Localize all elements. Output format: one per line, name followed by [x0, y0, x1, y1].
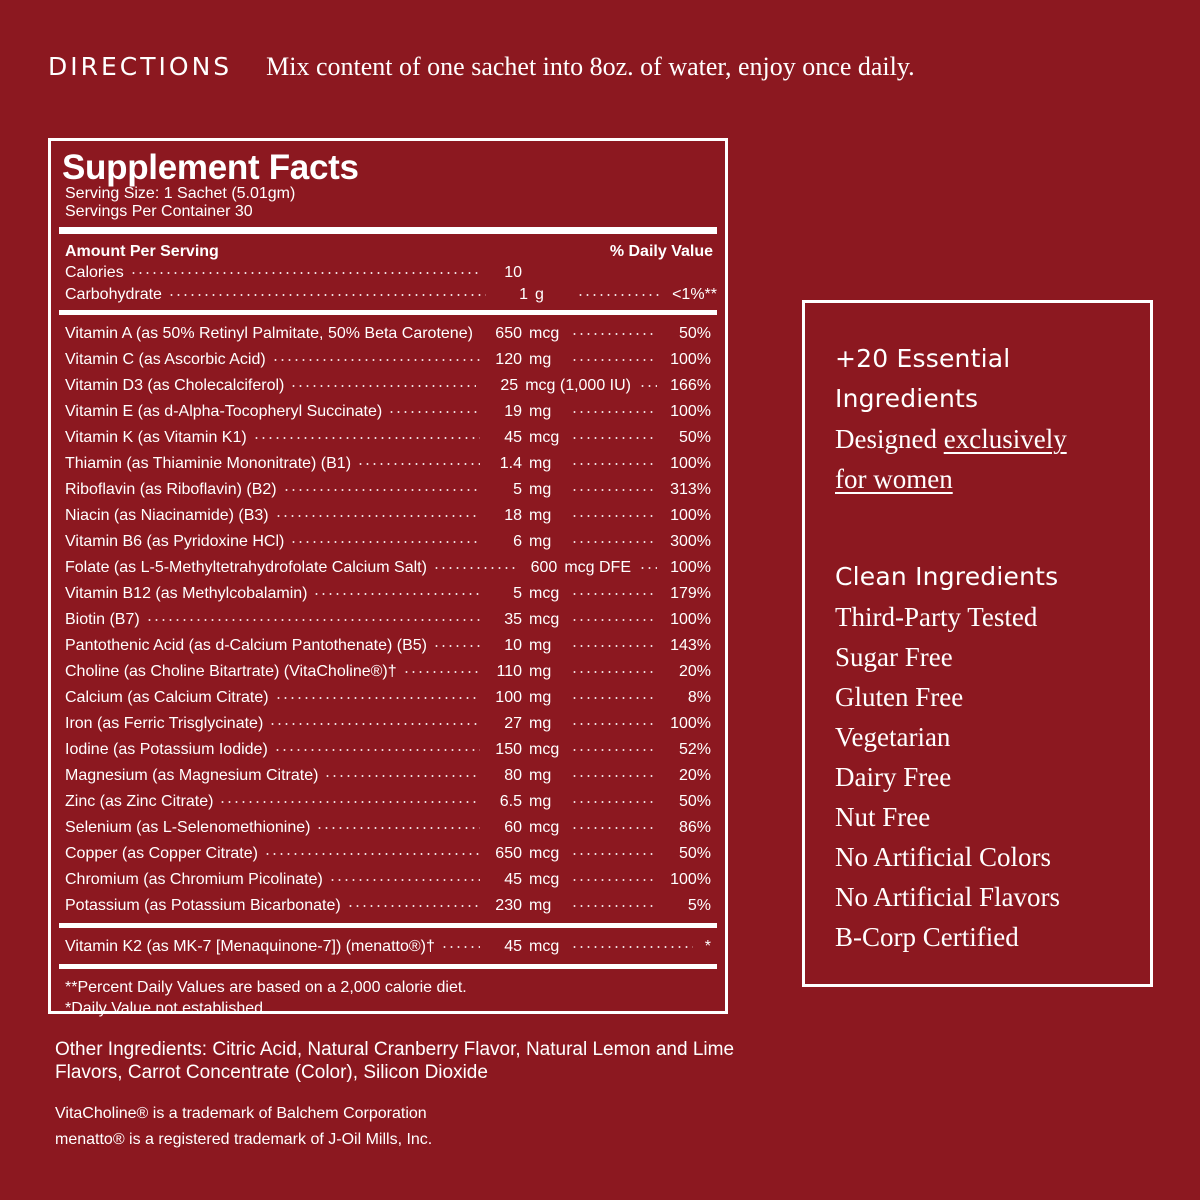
nutrient-row — [59, 685, 717, 711]
nutrient-list — [59, 321, 717, 919]
designed-text — [835, 419, 1150, 499]
leader-dots — [571, 775, 657, 777]
nutrient-dv: 313% — [670, 481, 711, 498]
nutrient-unit: mg — [529, 689, 552, 706]
nutrient-row — [59, 477, 717, 503]
nutrient-name: Vitamin A (as 50% Retinyl Palmitate, 50% Beta Carotene) — [65, 325, 473, 342]
rule-mid — [59, 964, 717, 969]
nutrient-dv: 143% — [670, 637, 711, 654]
nutrient-amount: 27 — [504, 715, 522, 732]
nutrient-unit: mg — [529, 767, 552, 784]
nutrient-row — [59, 373, 717, 399]
nutrient-amount: 650 — [495, 845, 522, 862]
nutrient-amount: 110 — [496, 663, 522, 680]
nutrient-name: Vitamin B12 (as Methylcobalamin) — [65, 585, 308, 602]
nutrient-unit: mg — [529, 481, 552, 498]
leader-dots — [571, 749, 657, 751]
leader-dots — [274, 749, 480, 751]
leader-dots — [388, 411, 480, 413]
nutrient-unit: mcg — [529, 819, 560, 836]
clean-item: Sugar Free — [835, 642, 953, 672]
nutrient-dv: 50% — [678, 325, 711, 342]
nutrient-unit: mg — [529, 793, 552, 810]
nutrient-unit: mcg — [529, 938, 560, 955]
nutrient-row — [59, 841, 717, 867]
leader-dots — [571, 437, 657, 439]
features-card — [802, 300, 1153, 987]
nutrient-unit: mg — [529, 715, 552, 732]
nutrient-amount: 19 — [504, 403, 522, 420]
nutrient-unit: mg — [529, 533, 552, 550]
nutrient-name: Magnesium (as Magnesium Citrate) — [65, 767, 319, 784]
nutrient-row — [59, 321, 717, 347]
nutrient-row — [59, 815, 717, 841]
essential-heading-line2: Ingredients — [835, 384, 979, 413]
nutrient-name: Vitamin B6 (as Pyridoxine HCl) — [65, 533, 285, 550]
nutrient-name: Carbohydrate — [65, 286, 162, 303]
essential-heading-line1: +20 Essential — [835, 344, 1011, 373]
nutrient-name: Chromium (as Chromium Picolinate) — [65, 871, 323, 888]
nutrient-unit: mcg — [529, 741, 560, 758]
nutrient-unit: mg — [529, 637, 552, 654]
amount-header-row — [59, 242, 717, 262]
clean-ingredients-heading: Clean Ingredients — [835, 562, 1059, 591]
nutrient-dv: 20% — [678, 663, 711, 680]
nutrient-unit: mcg — [529, 871, 560, 888]
nutrient-name: Vitamin D3 (as Cholecalciferol) — [65, 377, 285, 394]
for-women-link[interactable]: for women — [835, 464, 953, 494]
footnote-not-established: *Daily Value not established. — [65, 1000, 268, 1017]
servings-per-container: Servings Per Container 30 — [65, 203, 253, 220]
leader-dots — [403, 671, 480, 673]
leader-dots — [571, 801, 657, 803]
nutrient-row — [59, 711, 717, 737]
nutrient-name: Potassium (as Potassium Bicarbonate) — [65, 897, 341, 914]
vitamin-k2-row — [59, 934, 717, 960]
footnotes — [59, 977, 717, 1019]
calories-row — [59, 262, 717, 284]
nutrient-row — [59, 633, 717, 659]
nutrient-row — [59, 763, 717, 789]
leader-dots — [571, 671, 657, 673]
nutrient-amount: 230 — [495, 897, 522, 914]
nutrient-dv: 20% — [678, 767, 711, 784]
leader-dots — [329, 879, 480, 881]
leader-dots — [290, 541, 480, 543]
nutrient-dv: 300% — [670, 533, 711, 550]
nutrient-row — [59, 425, 717, 451]
nutrient-dv: 100% — [670, 559, 711, 576]
nutrient-dv: 100% — [670, 507, 711, 524]
nutrient-unit: mg — [529, 897, 552, 914]
nutrient-amount: 100 — [495, 689, 522, 706]
leader-dots — [347, 905, 480, 907]
leader-dots — [324, 775, 480, 777]
rule-thick — [59, 227, 717, 234]
nutrient-row — [59, 451, 717, 477]
leader-dots — [571, 905, 657, 907]
leader-dots — [275, 697, 480, 699]
designed-prefix: Designed — [835, 424, 944, 454]
nutrient-name: Thiamin (as Thiaminie Mononitrate) (B1) — [65, 455, 352, 472]
leader-dots — [571, 619, 657, 621]
nutrient-amount: 600 — [530, 559, 558, 576]
nutrient-dv: 179% — [670, 585, 711, 602]
clean-item: Gluten Free — [835, 682, 964, 712]
leader-dots — [571, 827, 657, 829]
nutrient-row — [59, 659, 717, 685]
nutrient-unit: mcg DFE — [564, 559, 631, 576]
nutrient-dv: 100% — [670, 455, 711, 472]
directions-text: Mix content of one sachet into 8oz. of water, enjoy once daily. — [266, 52, 915, 81]
leader-dots — [313, 593, 480, 595]
trademarks — [55, 1101, 735, 1153]
nutrient-name: Biotin (B7) — [65, 611, 140, 628]
leader-dots — [219, 801, 480, 803]
daily-value-label: % Daily Value — [609, 243, 713, 260]
leader-dots — [283, 489, 480, 491]
nutrient-name: Calcium (as Calcium Citrate) — [65, 689, 269, 706]
nutrient-dv: 8% — [687, 689, 711, 706]
nutrient-name: Vitamin C (as Ascorbic Acid) — [65, 351, 266, 368]
nutrient-amount: 6.5 — [499, 793, 522, 810]
directions — [48, 52, 1158, 82]
nutrient-name: Copper (as Copper Citrate) — [65, 845, 258, 862]
leader-dots — [146, 619, 480, 621]
leader-dots — [571, 463, 657, 465]
carbohydrate-row — [59, 284, 717, 306]
nutrient-row — [59, 607, 717, 633]
nutrient-amount: 45 — [504, 938, 522, 955]
leader-dots — [571, 541, 657, 543]
clean-item: Nut Free — [835, 802, 931, 832]
nutrient-unit: mg — [529, 351, 552, 368]
leader-dots — [433, 567, 515, 569]
leader-dots — [571, 515, 657, 517]
nutrient-amount: 35 — [504, 611, 522, 628]
nutrient-amount: 5 — [513, 481, 522, 498]
rule-mid — [59, 310, 717, 315]
nutrient-amount: 6 — [513, 533, 522, 550]
nutrient-name: Iron (as Ferric Trisglycinate) — [65, 715, 264, 732]
nutrient-amount: 45 — [504, 871, 522, 888]
leader-dots — [571, 489, 657, 491]
essential-heading — [835, 339, 1150, 419]
leader-dots — [571, 697, 657, 699]
leader-dots — [571, 411, 657, 413]
leader-dots — [479, 333, 480, 335]
nutrient-row — [59, 789, 717, 815]
nutrient-amount: 1 — [519, 286, 528, 303]
nutrient-row — [59, 503, 717, 529]
clean-item: No Artificial Colors — [835, 842, 1051, 872]
nutrient-dv: 52% — [678, 741, 711, 758]
nutrient-amount: 18 — [504, 507, 522, 524]
leader-dots — [571, 879, 657, 881]
leader-dots — [571, 946, 693, 948]
nutrient-row — [59, 347, 717, 373]
nutrient-row — [59, 581, 717, 607]
nutrient-dv: 50% — [678, 793, 711, 810]
nutrient-dv: 86% — [678, 819, 711, 836]
leader-dots — [168, 294, 486, 296]
nutrient-name: Iodine (as Potassium Iodide) — [65, 741, 268, 758]
clean-ingredients-list — [835, 597, 1150, 957]
nutrient-name: Selenium (as L-Selenomethionine) — [65, 819, 311, 836]
nutrient-row — [59, 737, 717, 763]
leader-dots — [577, 294, 663, 296]
leader-dots — [441, 946, 480, 948]
leader-dots — [275, 515, 480, 517]
nutrient-dv: <1%** — [672, 286, 717, 303]
nutrient-dv: 100% — [670, 611, 711, 628]
nutrient-unit: mg — [529, 455, 552, 472]
trademark-vitacholine: VitaCholine® is a trademark of Balchem Corporation — [55, 1105, 427, 1122]
leader-dots — [571, 723, 657, 725]
nutrient-unit: mg — [529, 507, 552, 524]
serving-size: Serving Size: 1 Sachet (5.01gm) — [65, 185, 296, 202]
leader-dots — [639, 567, 657, 569]
leader-dots — [316, 827, 480, 829]
footnote-daily-values: **Percent Daily Values are based on a 2,000 calorie diet. — [65, 979, 467, 996]
amount-per-serving-label: Amount Per Serving — [65, 243, 219, 260]
supplement-facts-panel — [48, 138, 728, 1017]
nutrient-name: Folate (as L-5-Methyltetrahydrofolate Calcium Salt) — [65, 559, 427, 576]
exclusively-link[interactable]: exclusively — [943, 424, 1067, 454]
nutrient-unit: mcg — [529, 611, 560, 628]
clean-item: Third-Party Tested — [835, 602, 1038, 632]
leader-dots — [264, 853, 480, 855]
trademark-menatto: menatto® is a registered trademark of J-Oil Mills, Inc. — [55, 1131, 433, 1148]
nutrient-dv: 166% — [670, 377, 711, 394]
nutrient-name: Niacin (as Niacinamide) (B3) — [65, 507, 269, 524]
nutrient-name: Choline (as Choline Bitartrate) (VitaCholine®)† — [65, 663, 397, 680]
nutrient-dv: 100% — [670, 715, 711, 732]
leader-dots — [571, 359, 657, 361]
nutrient-name: Calories — [65, 264, 124, 281]
clean-item: B-Corp Certified — [835, 922, 1019, 952]
clean-item: No Artificial Flavors — [835, 882, 1060, 912]
nutrient-name: Vitamin K (as Vitamin K1) — [65, 429, 247, 446]
nutrient-unit: g — [535, 286, 544, 303]
nutrient-unit: mcg — [529, 845, 560, 862]
clean-item: Dairy Free — [835, 762, 952, 792]
leader-dots — [272, 359, 480, 361]
nutrient-amount: 60 — [504, 819, 522, 836]
leader-dots — [571, 853, 657, 855]
rule-mid — [59, 923, 717, 928]
nutrient-name: Vitamin K2 (as MK-7 [Menaquinone-7]) (menatto®)† — [65, 938, 435, 955]
other-ingredients: Other Ingredients: Citric Acid, Natural Cranberry Flavor, Natural Lemon and Lime Flavors, Carrot Concentrate (Color), Silicon Dioxide — [55, 1039, 735, 1083]
nutrient-name: Riboflavin (as Riboflavin) (B2) — [65, 481, 277, 498]
nutrient-row — [59, 867, 717, 893]
nutrient-dv: 100% — [670, 351, 711, 368]
nutrient-unit: mcg (1,000 IU) — [525, 377, 631, 394]
facts-title: Supplement Facts — [62, 148, 359, 187]
leader-dots — [130, 272, 480, 274]
nutrient-unit: mcg — [529, 585, 560, 602]
nutrient-dv: * — [704, 938, 711, 955]
nutrient-amount: 45 — [504, 429, 522, 446]
nutrient-amount: 150 — [495, 741, 522, 758]
nutrient-name: Vitamin E (as d-Alpha-Tocopheryl Succinate) — [65, 403, 383, 420]
nutrient-row — [59, 399, 717, 425]
nutrient-dv: 50% — [678, 845, 711, 862]
nutrient-amount: 80 — [504, 767, 522, 784]
nutrient-name: Pantothenic Acid (as d-Calcium Pantothenate) (B5) — [65, 637, 427, 654]
leader-dots — [571, 333, 657, 335]
leader-dots — [571, 593, 657, 595]
nutrient-dv: 5% — [687, 897, 711, 914]
directions-label: DIRECTIONS — [48, 52, 233, 81]
nutrient-unit: mg — [529, 403, 552, 420]
nutrient-amount: 650 — [495, 325, 522, 342]
leader-dots — [357, 463, 480, 465]
nutrient-amount: 1.4 — [499, 455, 522, 472]
leader-dots — [269, 723, 480, 725]
leader-dots — [571, 645, 657, 647]
leader-dots — [253, 437, 480, 439]
nutrient-name: Zinc (as Zinc Citrate) — [65, 793, 214, 810]
nutrient-dv: 100% — [670, 871, 711, 888]
nutrient-unit: mcg — [529, 429, 560, 446]
nutrient-amount: 25 — [500, 377, 519, 394]
nutrient-row — [59, 529, 717, 555]
nutrient-amount: 5 — [513, 585, 522, 602]
leader-dots — [290, 385, 476, 387]
clean-item: Vegetarian — [835, 722, 951, 752]
nutrient-row — [59, 893, 717, 919]
nutrient-amount: 10 — [504, 264, 522, 281]
nutrient-amount: 10 — [504, 637, 522, 654]
nutrient-amount: 120 — [495, 351, 522, 368]
leader-dots — [639, 385, 657, 387]
nutrient-unit: mcg — [529, 325, 560, 342]
leader-dots — [433, 645, 480, 647]
nutrient-dv: 100% — [670, 403, 711, 420]
nutrient-row — [59, 555, 717, 581]
nutrient-dv: 50% — [678, 429, 711, 446]
nutrient-unit: mg — [529, 663, 552, 680]
